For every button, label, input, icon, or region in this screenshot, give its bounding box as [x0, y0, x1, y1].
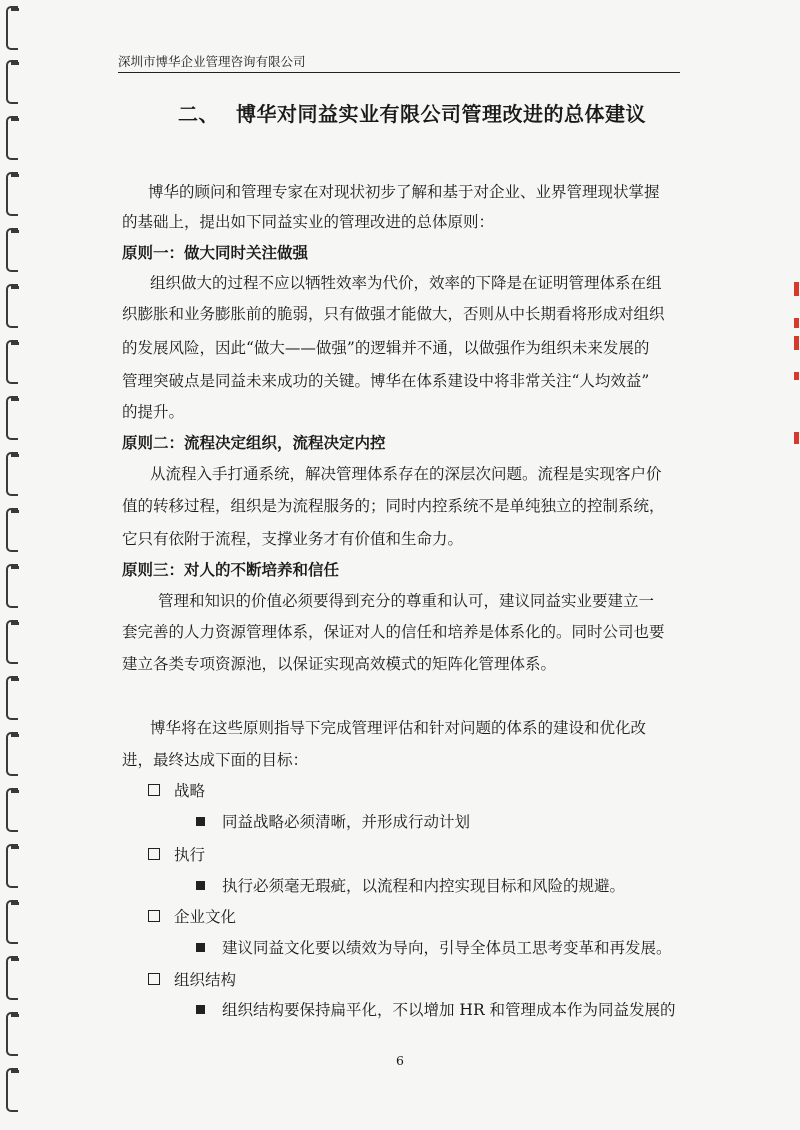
binding-ring [6, 732, 18, 776]
bullet-icon [196, 881, 205, 890]
goal-detail-text: 组织结构要保持扁平化，不以增加 HR 和管理成本作为同益发展的 [222, 1001, 676, 1019]
paragraph-line: 博华的顾问和管理专家在对现状初步了解和基于对企业、业界管理现状掌握 [148, 183, 660, 201]
stamp-edge [794, 318, 799, 328]
section-title-text: 博华对同益实业有限公司管理改进的总体建议 [236, 102, 646, 126]
stamp-edge [794, 432, 799, 444]
principle-heading: 原则三：对人的不断培养和信任 [122, 560, 340, 579]
binding-ring [6, 452, 18, 496]
binding-ring [6, 564, 18, 608]
binding-ring [6, 508, 18, 552]
paragraph-line: 值的转移过程，组织是为流程服务的；同时内控系统不是单纯独立的控制系统， [122, 497, 665, 515]
checkbox-icon [148, 848, 160, 860]
binding-ring [6, 116, 18, 160]
binding-ring [6, 340, 18, 384]
paragraph-line: 组织做大的过程不应以牺牲效率为代价，效率的下降是在证明管理体系在组 [150, 274, 662, 292]
binding-ring [6, 900, 18, 944]
paragraph-line: 进，最终达成下面的目标： [122, 751, 309, 769]
binding-ring [6, 172, 18, 216]
binding-ring [6, 284, 18, 328]
binding-ring [6, 1012, 18, 1056]
goal-label: 战略 [174, 782, 206, 800]
binding-ring [6, 620, 18, 664]
binding-ring [6, 844, 18, 888]
stamp-edge [794, 282, 799, 296]
binding-ring [6, 228, 18, 272]
paragraph-line: 建立各类专项资源池，以保证实现高效模式的矩阵化管理体系。 [122, 655, 557, 673]
bullet-icon [196, 1005, 205, 1014]
checkbox-icon [148, 910, 160, 922]
page-header [118, 52, 680, 73]
binding-ring [6, 788, 18, 832]
section-number: 二、 [178, 102, 219, 126]
paragraph-line: 它只有依附于流程，支撑业务才有价值和生命力。 [122, 530, 464, 548]
bullet-icon [196, 817, 205, 826]
goal-detail [196, 936, 672, 958]
stamp-edge [794, 372, 799, 380]
company-name: 深圳市博华企业管理咨询有限公司 [118, 54, 306, 69]
goal-item [148, 905, 236, 927]
paragraph-line: 从流程入手打通系统，解决管理体系存在的深层次问题。流程是实现客户价 [150, 465, 662, 483]
paragraph-line: 博华将在这些原则指导下完成管理评估和针对问题的体系的建设和优化改 [150, 719, 647, 737]
goal-detail-text: 建议同益文化要以绩效为导向，引导全体员工思考变革和再发展。 [222, 939, 672, 957]
binding-rings [0, 0, 26, 1130]
stamp-edge [794, 336, 799, 350]
principle-heading: 原则二：流程决定组织，流程决定内控 [122, 433, 386, 452]
section-title [178, 98, 646, 127]
page-number: 6 [396, 1053, 404, 1068]
goal-label: 企业文化 [174, 908, 237, 926]
goal-label: 执行 [174, 846, 206, 864]
goal-detail [196, 998, 676, 1020]
goal-item [148, 779, 205, 801]
binding-ring [6, 60, 18, 104]
paragraph-line: 管理和知识的价值必须要得到充分的尊重和认可，建议同益实业要建立一 [158, 592, 655, 610]
binding-ring [6, 1068, 18, 1112]
binding-ring [6, 6, 18, 50]
paragraph-line: 的基础上，提出如下同益实业的管理改进的总体原则： [122, 213, 495, 231]
goal-detail [196, 810, 470, 832]
goal-detail [196, 874, 625, 896]
binding-ring [6, 956, 18, 1000]
paragraph-line: 的提升。 [122, 403, 185, 421]
goal-detail-text: 执行必须毫无瑕疵，以流程和内控实现目标和风险的规避。 [222, 877, 626, 895]
principle-heading: 原则一：做大同时关注做强 [122, 243, 309, 262]
bullet-icon [196, 943, 205, 952]
goal-detail-text: 同益战略必须清晰，并形成行动计划 [222, 813, 471, 831]
checkbox-icon [148, 973, 160, 985]
checkbox-icon [148, 784, 160, 796]
paragraph-line: 套完善的人力资源管理体系，保证对人的信任和培养是体系化的。同时公司也要 [122, 623, 665, 641]
goal-item [148, 968, 236, 990]
goal-label: 组织结构 [174, 971, 237, 989]
binding-ring [6, 396, 18, 440]
goal-item [148, 843, 205, 865]
paragraph-line: 织膨胀和业务膨胀前的脆弱，只有做强才能做大，否则从中长期看将形成对组织 [122, 305, 665, 323]
paragraph-line: 的发展风险，因此“做大——做强”的逻辑并不通，以做强作为组织未来发展的 [122, 339, 650, 357]
paragraph-line: 管理突破点是同益未来成功的关键。博华在体系建设中将非常关注“人均效益” [122, 372, 650, 390]
binding-ring [6, 676, 18, 720]
